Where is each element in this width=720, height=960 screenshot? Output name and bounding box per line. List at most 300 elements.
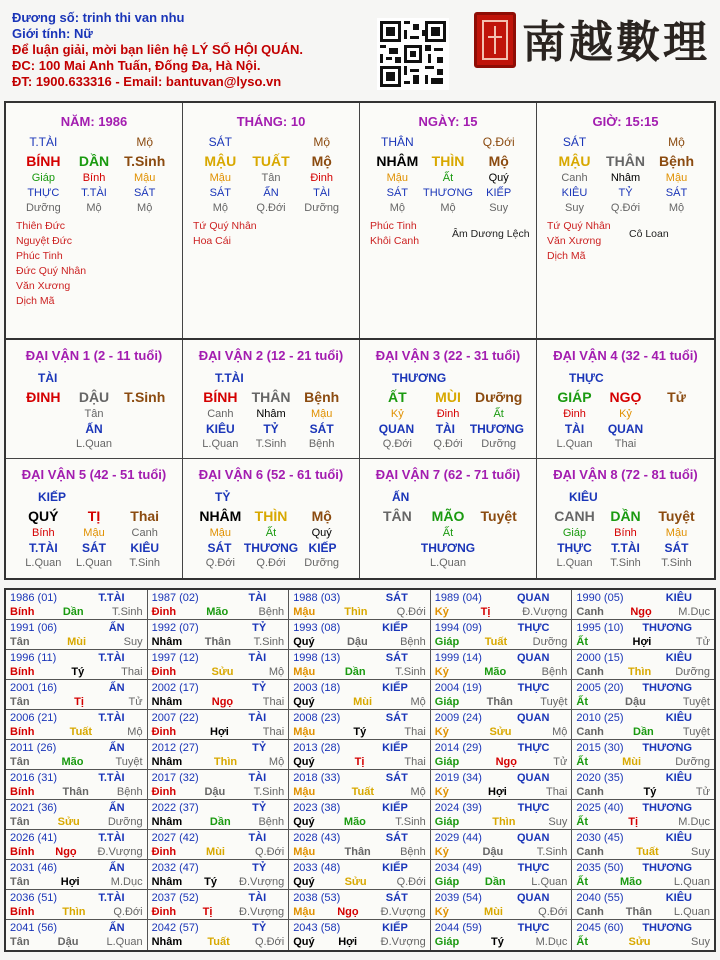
dai-van-god: ẤN [392, 489, 410, 504]
pillar-relation-row [187, 132, 355, 151]
year-cell [572, 650, 714, 680]
year-god: THỰC [517, 862, 550, 874]
dai-van-god: TỶ [215, 489, 231, 504]
year-label: 2024 (39) [434, 802, 482, 814]
year-branch: Tý [353, 726, 367, 738]
dai-van-7 [360, 459, 537, 578]
year-god: TÀI [248, 832, 267, 844]
year-stage: Q.Đới [113, 906, 143, 918]
year-stem: Mậu [293, 786, 316, 798]
year-stage: L.Quan [673, 906, 710, 918]
dai-van-t-cell: TÀI [435, 421, 456, 436]
year-stem: Nhâm [151, 756, 183, 768]
dai-van-god-row [10, 368, 178, 387]
pillar-relation-row-cell: THÂN [381, 134, 414, 149]
dai-van-t-row [541, 540, 710, 555]
dai-van-h-cell: Mậu [665, 526, 688, 539]
dai-van-stem-branch-row-cell: QUÝ [28, 507, 59, 524]
year-cell [6, 680, 148, 710]
dai-van-stem-branch-row [10, 506, 178, 525]
year-cell [148, 860, 290, 890]
year-line-top [435, 891, 568, 905]
pillar-ten-gods-row-cell: SÁT [386, 186, 409, 199]
year-line-top [10, 861, 143, 875]
year-branch: Sửu [489, 726, 512, 738]
dai-van-stem-branch-row-cell: Tuyệt [658, 507, 695, 524]
year-stem: Nhâm [151, 876, 183, 888]
year-branch: Mão [484, 666, 507, 678]
pillar-0 [6, 103, 183, 338]
year-label: 2023 (38) [293, 802, 341, 814]
year-line-top [435, 921, 568, 935]
year-cell [289, 590, 431, 620]
dai-van-t-row [10, 421, 178, 436]
pillar-star: Văn Xương [547, 235, 602, 247]
pillar-star: Thiên Đức [16, 220, 66, 232]
year-line-top [293, 711, 426, 725]
dai-van-stem-branch-row [364, 506, 532, 525]
dai-van-s-row [10, 436, 178, 451]
year-line-bottom [293, 875, 426, 889]
year-line-bottom [152, 785, 285, 799]
pillar-stem-branch-row-cell: THÂN [606, 152, 645, 169]
year-label: 1991 (06) [10, 622, 58, 634]
year-branch: Sửu [628, 936, 651, 948]
year-stage: Đ.Vượng [97, 846, 143, 858]
dai-van-s-row [364, 436, 532, 451]
dai-van-stem-branch-row-cell: Tử [667, 388, 686, 405]
year-label: 2019 (34) [434, 772, 482, 784]
year-stage: Thai [545, 786, 568, 798]
pillar-ten-gods-row [364, 185, 532, 200]
year-branch: Tý [71, 666, 85, 678]
dai-van-h-cell: Đinh [436, 407, 460, 420]
pillar-stem-branch-row-cell: Mộ [311, 152, 332, 169]
year-stem: Mậu [293, 726, 316, 738]
dai-van-section [4, 340, 716, 580]
year-line-bottom [10, 875, 143, 889]
year-line-top [576, 741, 710, 755]
dai-van-t-cell: T.TÀI [611, 540, 640, 555]
pillar-relation-row [541, 132, 710, 151]
year-line-bottom [152, 875, 285, 889]
dai-van-s-cell: L.Quan [202, 437, 239, 450]
year-line-top [293, 681, 426, 695]
dai-van-stem-branch-row-cell: BÍNH [203, 388, 238, 405]
year-line-bottom [10, 845, 143, 859]
year-branch: Hợi [488, 786, 507, 798]
dai-van-stem-branch-row-cell: TÂN [382, 507, 412, 524]
pillar-title: GIỜ: 15:15 [592, 114, 659, 129]
year-stem: Đinh [151, 786, 177, 798]
year-god: KIÊU [665, 832, 692, 844]
year-god: TÀI [248, 772, 267, 784]
year-label: 1986 (01) [10, 592, 58, 604]
year-god: THƯƠNG [642, 922, 692, 934]
year-stem: Bính [10, 846, 35, 858]
year-line-top [152, 831, 285, 845]
year-branch: Hợi [338, 936, 358, 948]
year-stage: M.Dục [535, 936, 568, 948]
year-branch: Thìn [213, 756, 238, 768]
year-stem: Đinh [151, 906, 177, 918]
year-stem: Giáp [434, 636, 460, 648]
pillar-star: Phúc Tinh [370, 220, 417, 232]
year-stage: T.Sinh [536, 846, 568, 858]
pillar-life-stage-row-cell: Dưỡng [304, 201, 340, 214]
year-line-top [435, 771, 568, 785]
dai-van-h-cell: Đinh [563, 407, 586, 420]
year-stem: Kỷ [434, 666, 449, 678]
year-stage: M.Dục [678, 816, 710, 828]
year-stage: Mộ [410, 696, 426, 708]
year-cell [6, 710, 148, 740]
year-line-top [435, 621, 568, 635]
year-god: QUAN [517, 652, 550, 664]
pillar-ten-gods-row-cell: SÁT [209, 186, 232, 199]
year-line-top [576, 711, 710, 725]
year-line-top [576, 831, 710, 845]
year-stem: Mậu [293, 606, 316, 618]
year-line-top [10, 591, 143, 605]
dai-van-god-row [541, 368, 710, 387]
year-god: SÁT [385, 772, 408, 784]
pillar-hidden-stems-row-cell: Tân [261, 171, 281, 184]
year-cell [572, 680, 714, 710]
year-god: T.TÀI [98, 592, 125, 604]
year-line-top [10, 771, 143, 785]
dai-van-stem-branch-row-cell: Tuyệt [480, 507, 517, 524]
year-branch: Mùi [484, 906, 503, 918]
pillar-stars-list [10, 219, 178, 309]
year-god: KIẾP [382, 802, 408, 814]
year-stem: Quý [293, 636, 315, 648]
pillar-ten-gods-row [541, 185, 710, 200]
year-line-top [10, 831, 143, 845]
dai-van-h-row [10, 525, 178, 540]
year-line-top [10, 801, 143, 815]
year-stage: Bệnh [400, 636, 426, 648]
pillar-ten-gods-row-cell: SÁT [665, 186, 688, 199]
year-line-top [293, 831, 426, 845]
dai-van-s-cell: T.Sinh [610, 556, 641, 569]
year-cell [148, 650, 290, 680]
pillar-stem-branch-row-cell: MẬU [204, 152, 237, 169]
year-stage: Q.Đới [254, 846, 285, 858]
pillar-life-stage-row-cell: Mộ [137, 201, 153, 214]
year-stem: Đinh [151, 606, 177, 618]
year-line-bottom [576, 695, 710, 709]
year-line-top [435, 711, 568, 725]
year-stem: Quý [293, 936, 315, 948]
year-cell [572, 740, 714, 770]
year-label: 1998 (13) [293, 652, 341, 664]
year-stage: T.Sinh [253, 786, 285, 798]
year-label: 2040 (55) [576, 892, 624, 904]
dai-van-t-row [10, 540, 178, 555]
year-god: TỶ [252, 922, 267, 934]
year-line-top [10, 621, 143, 635]
year-cell [6, 590, 148, 620]
year-god: THỰC [517, 802, 550, 814]
year-line-top [293, 651, 426, 665]
year-branch: Sửu [211, 666, 234, 678]
year-stage: Dưỡng [107, 816, 143, 828]
year-god: TỶ [252, 622, 267, 634]
year-god: ẤN [108, 862, 125, 874]
year-label: 2010 (25) [576, 712, 624, 724]
pillar-ten-gods-row-cell: KIÊU [561, 186, 588, 199]
year-stem: Mậu [293, 906, 316, 918]
year-cell [572, 830, 714, 860]
dai-van-title: ĐẠI VẬN 2 (12 - 21 tuổi) [198, 348, 344, 363]
year-stem: Giáp [434, 816, 460, 828]
year-line-bottom [10, 725, 143, 739]
pillar-ten-gods-row-cell: THƯƠNG [423, 186, 473, 199]
dai-van-stem-branch-row-cell: ẤT [388, 388, 407, 405]
pillar-star: Tứ Quý Nhân [547, 220, 611, 232]
dai-van-2 [183, 340, 360, 459]
year-line-bottom [435, 785, 568, 799]
year-label: 2037 (52) [151, 892, 199, 904]
year-stage: Bệnh [541, 666, 568, 678]
pillar-star: Âm Dương Lệch [452, 228, 530, 240]
dai-van-s-cell: Q.Đới [433, 437, 463, 450]
year-label: 2034 (49) [434, 862, 482, 874]
year-line-bottom [152, 635, 285, 649]
dai-van-s-cell: Thai [614, 437, 637, 450]
pillar-ten-gods-row [10, 185, 178, 200]
dai-van-h-cell: Mậu [310, 407, 333, 420]
year-god: KIÊU [665, 592, 692, 604]
year-branch: Thìn [627, 666, 652, 678]
dai-van-s-cell: L.Quan [556, 556, 593, 569]
year-stage: Q.Đới [396, 606, 426, 618]
year-stage: Tử [553, 756, 568, 768]
dai-van-stem-branch-row-cell: NGỌ [609, 388, 642, 405]
pillar-stars-secondary [629, 227, 669, 242]
year-stage: M.Dục [110, 876, 143, 888]
year-stage: Mộ [552, 726, 568, 738]
year-stem: Nhâm [151, 936, 183, 948]
year-label: 2016 (31) [10, 772, 58, 784]
year-god: SÁT [385, 832, 408, 844]
dai-van-title: ĐẠI VẬN 4 (32 - 41 tuổi) [553, 348, 698, 363]
year-god: SÁT [385, 892, 408, 904]
year-line-bottom [576, 845, 710, 859]
dai-van-t-row [541, 421, 710, 436]
year-stem: Đinh [151, 666, 177, 678]
year-label: 2029 (44) [434, 832, 482, 844]
year-label: 2021 (36) [10, 802, 58, 814]
year-branch: Dần [344, 666, 366, 678]
year-label: 2020 (35) [576, 772, 624, 784]
year-label: 2007 (22) [151, 712, 199, 724]
pillar-stem-branch-row-cell: T.Sinh [124, 152, 166, 169]
dai-van-s-row [364, 555, 532, 570]
year-stem: Ất [576, 936, 588, 948]
dai-van-h-row [10, 406, 178, 421]
pillar-relation-row-cell: T.TÀI [29, 134, 58, 149]
pillar-ten-gods-row-cell: KIẾP [486, 186, 512, 199]
gender-line: Giới tính: Nữ [12, 26, 93, 41]
year-stage: Suy [123, 636, 143, 648]
year-god: SÁT [385, 592, 408, 604]
dai-van-h-cell: Canh [207, 407, 234, 420]
year-god: T.TÀI [98, 652, 125, 664]
year-god: SÁT [385, 652, 408, 664]
dai-van-h-row [364, 525, 532, 540]
year-line-bottom [435, 815, 568, 829]
pillar-life-stage-row [364, 200, 532, 215]
dai-van-stem-branch-row [364, 387, 532, 406]
year-label: 1996 (11) [10, 652, 57, 664]
dai-van-1 [6, 340, 183, 459]
dai-van-stem-branch-row-cell: MÙI [435, 388, 461, 405]
year-cell [431, 860, 573, 890]
header-info [12, 10, 303, 90]
year-stem: Nhâm [151, 636, 183, 648]
year-branch: Ngọ [55, 846, 77, 858]
year-cell [431, 830, 573, 860]
year-cell [6, 860, 148, 890]
year-branch: Thân [62, 786, 89, 798]
year-branch: Mão [206, 606, 229, 618]
phone-email-line: ĐT: 1900.633316 - Email: bantuvan@lyso.vn [12, 74, 282, 89]
pillar-stars-secondary [452, 227, 530, 242]
dai-van-stem-branch-row [541, 387, 710, 406]
dai-van-s-row [187, 436, 355, 451]
pillar-stem-branch-row-cell: THÌN [431, 152, 465, 169]
year-label: 2031 (46) [10, 862, 58, 874]
year-stem: Bính [10, 786, 35, 798]
year-stem: Nhâm [151, 816, 183, 828]
year-stage: Tuyệt [540, 696, 568, 708]
year-branch: Dần [633, 726, 654, 738]
year-stage: Dưỡng [532, 636, 568, 648]
year-stage: Mộ [268, 756, 285, 768]
year-stage: L.Quan [673, 876, 710, 888]
dai-van-stem-branch-row [187, 387, 355, 406]
year-god: TỶ [252, 682, 267, 694]
year-stem: Giáp [434, 876, 460, 888]
year-line-bottom [293, 935, 426, 949]
year-label: 1999 (14) [434, 652, 482, 664]
year-label: 2000 (15) [576, 652, 624, 664]
year-cell [289, 920, 431, 950]
dai-van-stem-branch-row-cell: THÂN [251, 388, 291, 405]
year-label: 2013 (28) [293, 742, 341, 754]
dai-van-s-cell: Q.Đới [256, 556, 286, 569]
year-god: QUAN [517, 892, 550, 904]
year-label: 2025 (40) [576, 802, 624, 814]
year-branch: Tuất [69, 726, 93, 738]
year-branch: Dậu [346, 636, 368, 648]
pillar-hidden-stems-row-cell: Ất [442, 171, 454, 184]
year-line-bottom [576, 785, 710, 799]
year-cell [572, 770, 714, 800]
dai-van-t-cell: SÁT [309, 421, 334, 436]
year-branch: Tý [204, 876, 218, 888]
year-line-bottom [10, 785, 143, 799]
dai-van-8 [537, 459, 714, 578]
dai-van-s-cell: L.Quan [556, 437, 593, 450]
dai-van-h-cell: Quý [311, 526, 332, 539]
year-stage: Thai [404, 756, 426, 768]
pillar-title: THÁNG: 10 [236, 114, 306, 129]
year-stage: Dưỡng [675, 666, 710, 678]
year-god: TỶ [252, 862, 267, 874]
year-cell [148, 890, 290, 920]
pillar-hidden-stems-row-cell: Giáp [31, 171, 55, 184]
year-stem: Bính [10, 726, 35, 738]
year-stem: Canh [576, 906, 604, 918]
year-line-top [152, 591, 285, 605]
year-stem: Bính [10, 606, 35, 618]
dai-van-stem-branch-row-cell: Mộ [311, 507, 332, 524]
year-cell [289, 830, 431, 860]
year-branch: Dậu [482, 846, 504, 858]
year-stem: Quý [293, 696, 315, 708]
year-stem: Bính [10, 906, 35, 918]
dai-van-t-row [364, 421, 532, 436]
year-branch: Dần [62, 606, 84, 618]
year-stem: Canh [576, 726, 604, 738]
year-label: 2039 (54) [434, 892, 482, 904]
year-cell [572, 860, 714, 890]
year-line-bottom [293, 905, 426, 919]
year-line-top [293, 891, 426, 905]
pillar-1 [183, 103, 360, 338]
pillar-hidden-stems-row-cell: Canh [561, 171, 588, 184]
pillar-life-stage-row-cell: Q.Đới [256, 201, 286, 214]
year-branch: Dần [209, 816, 231, 828]
year-cell [289, 710, 431, 740]
dai-van-s-row [10, 555, 178, 570]
pillar-relation-row-cell: Mộ [668, 134, 685, 149]
year-label: 2008 (23) [293, 712, 341, 724]
dai-van-title: ĐẠI VẬN 7 (62 - 71 tuổi) [375, 467, 521, 482]
dai-van-t-cell: SÁT [82, 540, 106, 555]
year-stem: Giáp [434, 936, 460, 948]
pillar-stem-branch-row-cell: DẦN [78, 152, 110, 169]
year-label: 2038 (53) [293, 892, 341, 904]
year-god: KIẾP [382, 862, 408, 874]
year-cell [6, 620, 148, 650]
pillar-hidden-stems-row [187, 170, 355, 185]
pillar-hidden-stems-row-cell: Quý [488, 171, 509, 184]
dai-van-h-cell: Ất [442, 526, 454, 539]
dai-van-t-cell: KIÊU [130, 540, 160, 555]
year-label: 1994 (09) [434, 622, 482, 634]
year-stem: Tân [10, 696, 30, 708]
year-label: 2028 (43) [293, 832, 341, 844]
dai-van-stem-branch-row-cell: Dưỡng [475, 388, 523, 405]
year-branch: Tuất [351, 786, 375, 798]
pillar-relation-row [10, 132, 178, 151]
year-line-top [576, 621, 710, 635]
year-line-top [293, 591, 426, 605]
year-line-top [435, 681, 568, 695]
year-line-bottom [152, 815, 285, 829]
year-stage: Tử [695, 636, 710, 648]
year-god: KIẾP [382, 922, 408, 934]
year-label: 2009 (24) [434, 712, 482, 724]
dai-van-title: ĐẠI VẬN 5 (42 - 51 tuổi) [21, 467, 167, 482]
year-cell [289, 800, 431, 830]
year-line-top [576, 771, 710, 785]
year-line-bottom [10, 665, 143, 679]
